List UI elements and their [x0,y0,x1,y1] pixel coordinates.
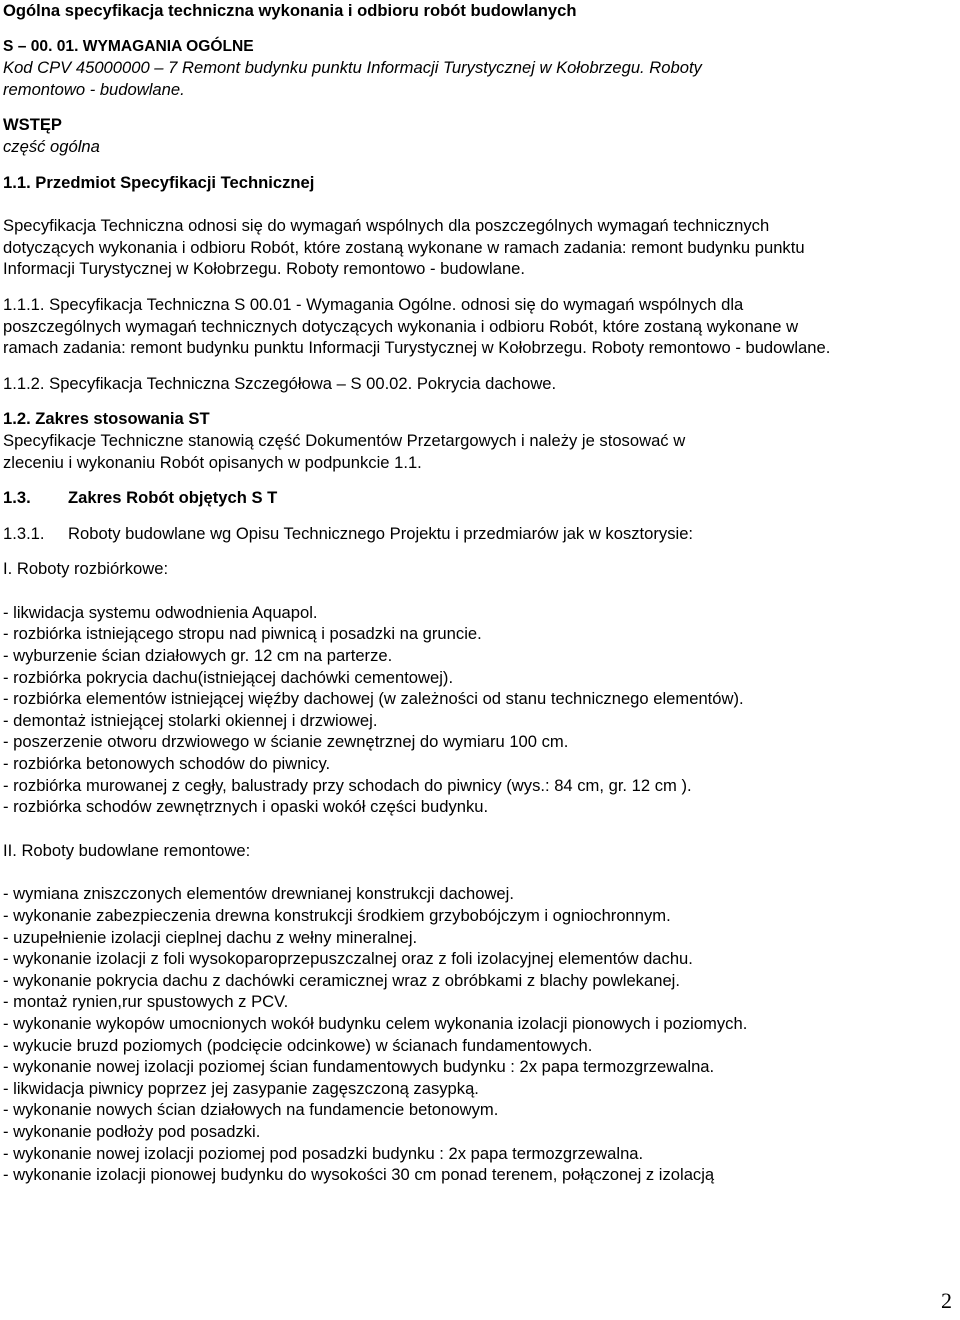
list-item: - wykonanie zabezpieczenia drewna konstrukcji środkiem grzybobójczym i ogniochronnym. [3,906,671,925]
list-item: - likwidacja systemu odwodnienia Aquapol. [3,602,318,622]
list-item: - wykonanie izolacji pionowej budynku do wysokości 30 cm ponad terenem, połączonej z izolacją [3,1165,715,1185]
list-item: - rozbiórka elementów istniejącej więźby dachowej (w zależności od stanu technicznego elementów). [3,689,744,709]
cpv-code-line-1: Kod CPV 45000000 – 7 Remont budynku punktu Informacji Turystycznej w Kołobrzegu. Roboty [3,58,702,78]
list-item: - wykucie bruzd poziomych (podcięcie odcinkowe) w ścianach fundamentowych. [3,1035,593,1055]
wstep-heading: WSTĘP [3,115,63,135]
section-1-3-heading [3,487,948,509]
list-item: - rozbiórka murowanej z cegły, balustrady przy schodach do piwnicy (wys.: 84 cm, gr. 12 cm ). [3,775,692,795]
list-item: - wykonanie nowej izolacji poziomej pod posadzki budynku : 2x papa termozgrzewalna. [3,1143,644,1163]
list-item: - rozbiórka pokrycia dachu(istniejącej dachówki cementowej). [3,667,454,687]
wstep-subheading: część ogólna [3,136,100,156]
section-number: 1.3. [3,488,31,508]
list-item: - poszerzenie otworu drzwiowego w ścianie zewnętrznej do wymiaru 100 cm. [3,732,569,752]
section-1-1-heading: 1.1. Przedmiot Specyfikacji Technicznej [3,172,315,192]
subsection-number: 1.3.1. [3,523,45,543]
list-item: - demontaż istniejącej stolarki okiennej i drzwiowej. [3,710,378,730]
paragraph-line: poszczególnych wymagań technicznych dotyczących wykonania i odbioru Robót, które zostaną wykonane w [3,316,799,336]
section-s0001-heading: S – 00. 01. WYMAGANIA OGÓLNE [3,37,254,55]
cpv-code-line-2: remontowo - budowlane. [3,79,185,99]
subsection-text: Roboty budowlane wg Opisu Technicznego Projektu i przedmiarów jak w kosztorysie: [68,523,694,543]
renovation-heading: II. Roboty budowlane remontowe: [3,840,251,860]
paragraph-line: 1.1.2. Specyfikacja Techniczna Szczegółowa – S 00.02. Pokrycia dachowe. [3,373,557,393]
paragraph-line: 1.1.1. Specyfikacja Techniczna S 00.01 - Wymagania Ogólne. odnosi się do wymagań wspólnych dla [3,294,744,314]
paragraph-line: Specyfikacje Techniczne stanowią część Dokumentów Przetargowych i należy je stosować w [3,430,686,450]
list-item: - wykonanie wykopów umocnionych wokół budynku celem wykonania izolacji pionowych i poziomych. [3,1013,748,1033]
list-item: - wykonanie izolacji z foli wysokoparoprzepuszczalnej oraz z foli izolacyjnej elementów dachu. [3,949,693,969]
list-item: - rozbiórka istniejącego stropu nad piwnicą i posadzki na gruncie. [3,624,482,644]
list-item: - uzupełnienie izolacji cieplnej dachu z wełny mineralnej. [3,927,418,947]
list-item: - wykonanie nowej izolacji poziomej ścian fundamentowych budynku : 2x papa termozgrzewalna. [3,1057,715,1077]
section-1-2-heading: 1.2. Zakres stosowania ST [3,409,210,429]
list-item: - rozbiórka betonowych schodów do piwnicy. [3,754,331,774]
list-item: - wykonanie pokrycia dachu z dachówki ceramicznej wraz z obróbkami z blachy powlekanej. [3,970,680,990]
list-item: - rozbiórka schodów zewnętrznych i opaski wokół części budynku. [3,797,489,817]
document-page [3,0,948,1186]
section-title: Zakres Robót objętych S T [68,488,278,508]
list-item: - montaż rynien,rur spustowych z PCV. [3,992,289,1012]
list-item: - wykonanie podłoży pod posadzki. [3,1121,261,1141]
list-item: - wyburzenie ścian działowych gr. 12 cm na parterze. [3,646,393,666]
paragraph-line: Informacji Turystycznej w Kołobrzegu. Roboty remontowo - budowlane. [3,259,526,279]
list-item: - wykonanie nowych ścian działowych na fundamencie betonowym. [3,1100,499,1120]
paragraph-line: dotyczących wykonania i odbioru Robót, które zostaną wykonane w ramach zadania: remont budynku punktu [3,237,805,257]
paragraph-line: ramach zadania: remont budynku punktu Informacji Turystycznej w Kołobrzegu. Roboty remontowo - budowlane. [3,338,831,358]
subsection-1-3-1 [3,523,948,545]
list-item: - wymiana zniszczonych elementów drewnianej konstrukcji dachowej. [3,884,514,904]
list-item: - likwidacja piwnicy poprzez jej zasypanie zagęszczoną zasypką. [3,1078,479,1098]
demolition-list [3,602,948,818]
demolition-heading: I. Roboty rozbiórkowe: [3,559,169,579]
document-title: Ogólna specyfikacja techniczna wykonania i odbioru robót budowlanych [3,1,577,20]
page-number: 2 [941,1288,952,1313]
paragraph-line: zleceniu i wykonaniu Robót opisanych w podpunkcie 1.1. [3,452,422,472]
renovation-list [3,883,948,1185]
paragraph-line: Specyfikacja Techniczna odnosi się do wymagań wspólnych dla poszczególnych wymagań technicznych [3,216,770,236]
